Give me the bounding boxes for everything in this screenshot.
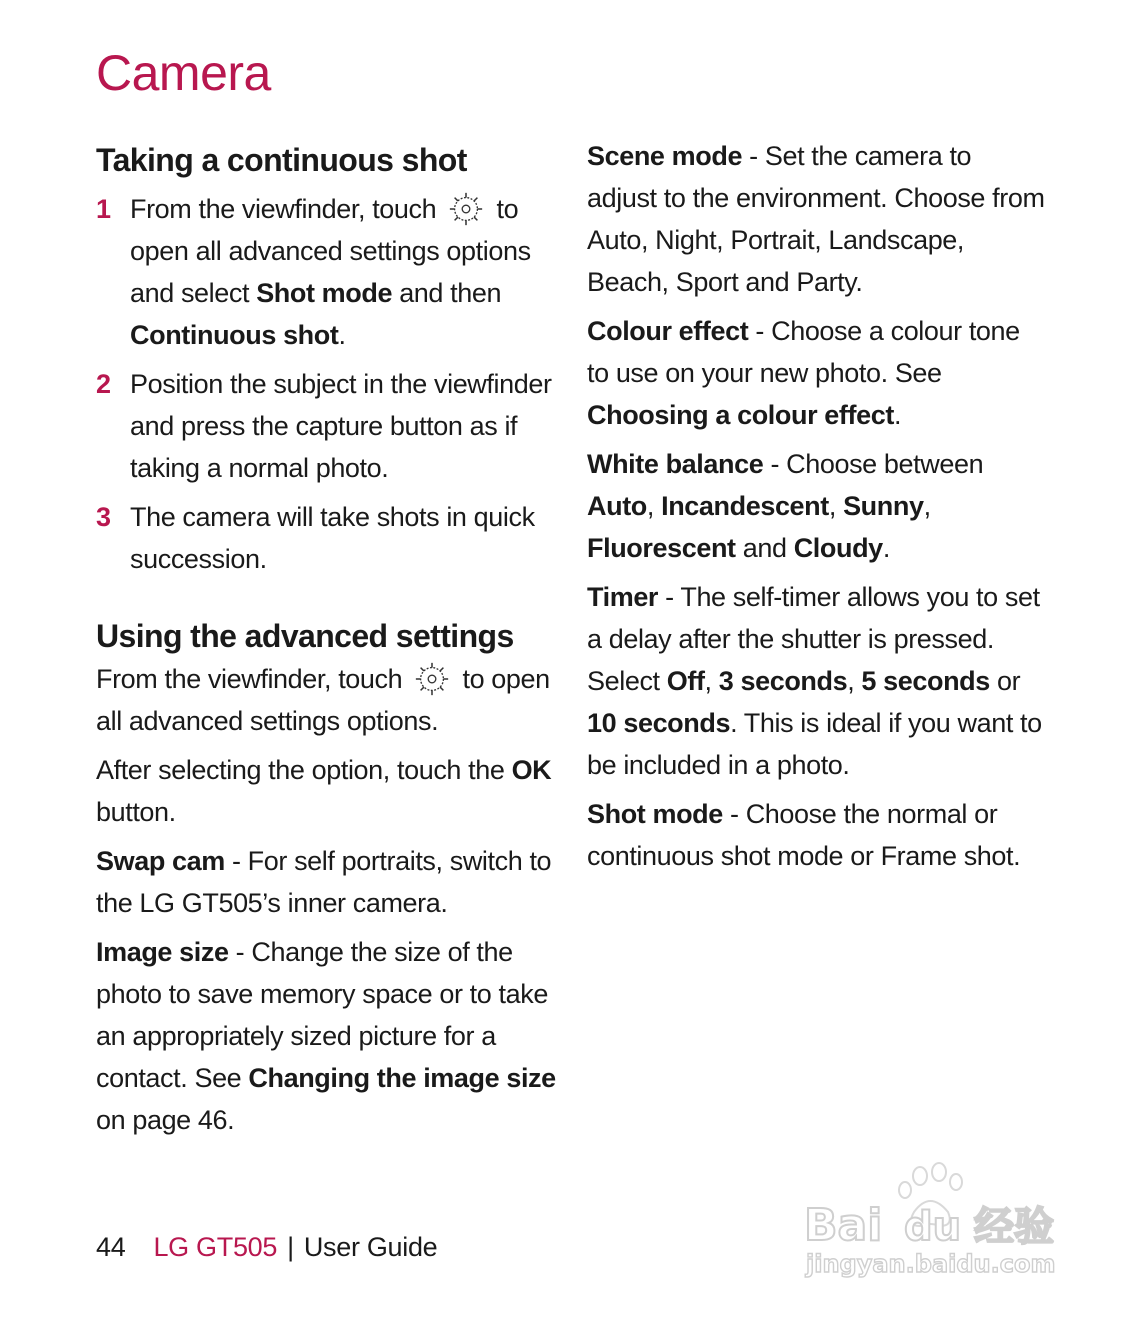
baidu-watermark — [802, 1160, 1072, 1280]
step-text: and then — [392, 278, 502, 308]
scene-mode-paragraph — [587, 135, 1047, 303]
bold-term: Choosing a colour effect — [587, 400, 894, 430]
paragraph-text: From the viewfinder, touch — [96, 664, 403, 694]
paragraph-text: on page 46. — [96, 1105, 235, 1135]
intro-paragraph — [96, 658, 558, 742]
paragraph-text: button. — [96, 797, 176, 827]
paragraph-text: - For self portraits, switch to the LG GT505’s inner camera. — [96, 846, 552, 918]
bold-term: Changing the image size — [248, 1063, 556, 1093]
bold-term: Sunny — [843, 491, 924, 521]
white-balance-paragraph — [587, 443, 1047, 569]
bold-term: Auto — [587, 491, 647, 521]
paragraph-text: , — [923, 491, 931, 521]
timer-paragraph — [587, 576, 1047, 786]
paragraph-text: - Choose the normal or continuous shot mode or Frame shot. — [587, 799, 1021, 871]
bold-term: 5 seconds — [861, 666, 990, 696]
bold-term: White balance — [587, 449, 764, 479]
bold-term: Cloudy — [793, 533, 883, 563]
step-text: to open all advanced settings options and select — [130, 194, 531, 308]
bold-term: Continuous shot — [130, 320, 339, 350]
step-text: . — [338, 320, 346, 350]
paragraph-text: - Change the size of the photo to save memory space or to take an appropriately sized picture for a contact. See — [96, 937, 548, 1093]
bold-term: Image size — [96, 937, 229, 967]
paragraph-text: - Choose between — [763, 449, 984, 479]
bold-term: Swap cam — [96, 846, 225, 876]
left-column — [96, 138, 558, 1148]
steps-list — [96, 188, 558, 580]
paragraph-text: and — [735, 533, 794, 563]
footer-separator: | — [287, 1232, 294, 1262]
bold-term: Shot mode — [587, 799, 723, 829]
bold-term: Scene mode — [587, 141, 743, 171]
paragraph-text: to open all advanced settings options. — [96, 664, 550, 736]
paragraph-text: After selecting the option, touch the — [96, 755, 512, 785]
bold-term: OK — [511, 755, 552, 785]
page-number: 44 — [96, 1232, 126, 1262]
paragraph-text: . — [893, 400, 902, 430]
paragraph-text: , — [704, 666, 719, 696]
paragraph-text: , — [847, 666, 862, 696]
page-title: Camera — [96, 45, 271, 101]
footer-guide: User Guide — [303, 1232, 438, 1262]
bold-term: Incandescent — [661, 491, 829, 521]
step-number: 3 — [96, 502, 111, 532]
watermark-brand: Bai — [804, 1200, 883, 1251]
section-heading-continuous-shot: Taking a continuous shot — [96, 142, 467, 178]
watermark-cn: 经验 — [974, 1204, 1054, 1250]
watermark-url: jingyan.baidu.com — [806, 1250, 1056, 1278]
step-item — [96, 496, 558, 580]
bold-term: Shot mode — [256, 278, 393, 308]
bold-term: Fluorescent — [587, 533, 736, 563]
watermark-brand2: du — [904, 1204, 962, 1250]
paragraph-text: , — [828, 491, 844, 521]
shot-mode-paragraph — [587, 793, 1047, 877]
right-column — [587, 135, 1047, 884]
page-footer — [96, 1229, 437, 1265]
paragraph-text: or — [989, 666, 1021, 696]
paragraph-text: . — [882, 533, 890, 563]
step-item — [96, 188, 558, 356]
section-heading-advanced-settings: Using the advanced settings — [96, 618, 514, 654]
bold-term: 10 seconds — [587, 708, 731, 738]
bold-term: Timer — [587, 582, 659, 612]
step-text: From the viewfinder, touch — [130, 194, 437, 224]
bold-term: 3 seconds — [718, 666, 848, 696]
bold-term: Off — [666, 666, 705, 696]
step-item — [96, 363, 558, 489]
step-number: 1 — [96, 194, 111, 224]
paragraph-text: . This is ideal if you want to be included in a photo. — [587, 708, 1042, 780]
bold-term: Colour effect — [587, 316, 749, 346]
after-paragraph — [96, 749, 558, 833]
colour-effect-paragraph — [587, 310, 1047, 436]
swap-cam-paragraph — [96, 840, 558, 924]
settings-gear-icon — [413, 660, 451, 698]
footer-model: LG GT505 — [153, 1232, 278, 1262]
paragraph-text: - Set the camera to adjust to the environment. Choose from Auto, Night, Portrait, Landscape, Beach, Sport and Party. — [587, 141, 1045, 297]
paragraph-text: - Choose a colour tone to use on your new photo. See — [587, 316, 1020, 388]
settings-gear-icon — [447, 190, 485, 228]
step-number: 2 — [96, 369, 111, 399]
step-text: Position the subject in the viewfinder and press the capture button as if taking a normal photo. — [130, 369, 552, 483]
step-text: The camera will take shots in quick succession. — [130, 502, 535, 574]
paragraph-text: - The self-timer allows you to set a delay after the shutter is pressed. Select — [587, 582, 1040, 696]
paragraph-text: , — [646, 491, 662, 521]
image-size-paragraph — [96, 931, 558, 1141]
